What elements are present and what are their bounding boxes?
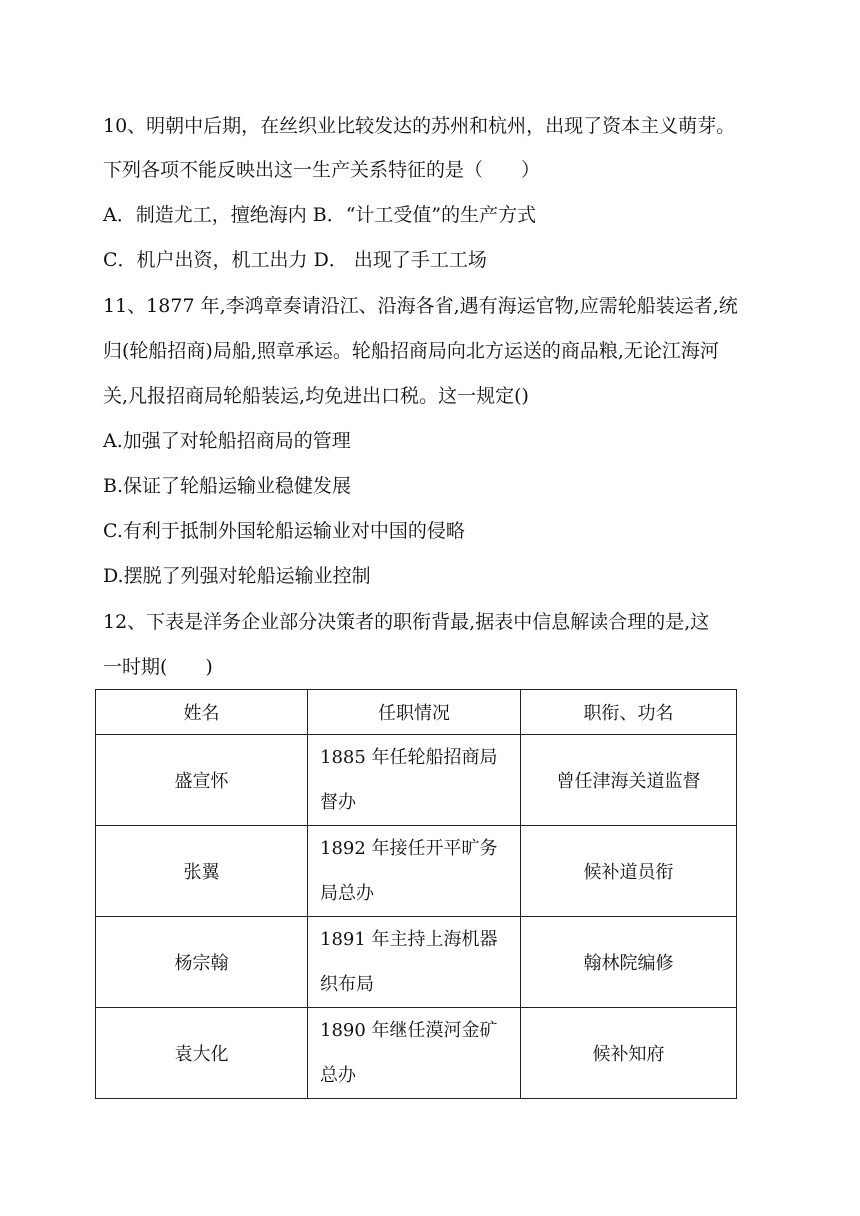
- cell-name: 张翼: [96, 826, 308, 917]
- table-header-row: [96, 690, 737, 735]
- header-post: 任职情况: [308, 690, 521, 735]
- cell-post-text: 1885 年任轮船招商局督办: [320, 747, 498, 813]
- cell-name: 盛宣怀: [96, 735, 308, 826]
- q11-stem-line-2: 归(轮船招商)局船,照章承运。轮船招商局向北方运送的商品粮,无论江海河: [103, 340, 719, 362]
- cell-post: [308, 1008, 521, 1099]
- cell-post-text: 1890 年继任漠河金矿总办: [320, 1020, 498, 1086]
- header-name: 姓名: [96, 690, 308, 735]
- cell-post: [308, 826, 521, 917]
- table-row: [96, 917, 737, 1008]
- q10-options-ab: A．制造尤工，擅绝海内 B．“计工受值”的生产方式: [103, 204, 537, 226]
- q10-stem-line-2: 下列各项不能反映出这一生产关系特征的是（ ）: [103, 159, 541, 181]
- q11-option-a: A.加强了对轮船招商局的管理: [103, 430, 351, 452]
- cell-post: [308, 735, 521, 826]
- q11-option-c: C.有利于抵制外国轮船运输业对中国的侵略: [103, 520, 465, 542]
- cell-post: [308, 917, 521, 1008]
- q10-options-cd: C．机户出资，机工出力 D． 出现了手工工场: [103, 249, 487, 271]
- cell-post-text: 1891 年主持上海机器织布局: [320, 929, 498, 995]
- q10-stem-line-1: 10、明朝中后期，在丝织业比较发达的苏州和杭州，出现了资本主义萌芽。: [103, 115, 736, 137]
- q11-option-d: D.摆脱了列强对轮船运输业控制: [103, 565, 371, 587]
- table-row: [96, 735, 737, 826]
- table-row: [96, 1008, 737, 1099]
- cell-name: 杨宗翰: [96, 917, 308, 1008]
- q12-stem-line-1: 12、下表是洋务企业部分决策者的职衔背最,据表中信息解读合理的是,这: [103, 611, 710, 633]
- officials-table: [95, 689, 737, 1099]
- q11-stem-line-1: 11、1877 年,李鸿章奏请沿江、沿海各省,遇有海运官物,应需轮船装运者,统: [103, 295, 738, 317]
- cell-name: 袁大化: [96, 1008, 308, 1099]
- q11-option-b: B.保证了轮船运输业稳健发展: [103, 475, 352, 497]
- cell-title: 候补知府: [521, 1008, 737, 1099]
- cell-title: 翰林院编修: [521, 917, 737, 1008]
- table-row: [96, 826, 737, 917]
- header-title: 职衔、功名: [521, 690, 737, 735]
- cell-title: 曾任津海关道监督: [521, 735, 737, 826]
- cell-title: 候补道员衔: [521, 826, 737, 917]
- q11-stem-line-3: 关,凡报招商局轮船装运,均免进出口税。这一规定(): [103, 385, 529, 407]
- q12-stem-line-2: 一时期( ): [103, 656, 213, 678]
- cell-post-text: 1892 年接任开平旷务局总办: [320, 838, 498, 904]
